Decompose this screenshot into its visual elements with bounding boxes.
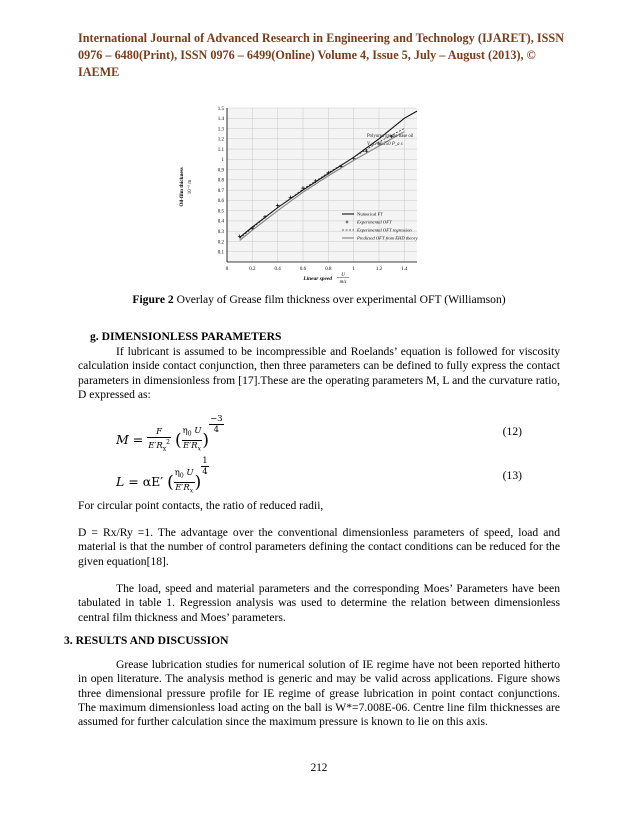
page-number: 212 (310, 762, 328, 774)
x-tick-label: 0.4 (274, 267, 281, 272)
figure-2 (170, 102, 462, 286)
equation-12: M = $\frac{F}{E'R_x^2}$ ( $\frac{\eta_0 U}{E'R_x}$ ) $\frac{-3}{4}$ (116, 414, 223, 453)
x-tick-label: 1.2 (375, 267, 383, 272)
section-3-para-1: Grease lubrication studies for numerical solution of IE regime have not been reported hitherto in open literature. The analysis method is generic and may be valid across applications. Figure shows three dimensional pressure profile for IE regime of grease lubrication in point contact conjunctions. The maximum dimensionless load acting on the ball is W*=7.008E-06. Centre line film thicknesses are assumed for further calculation since the maximum pressure is known to lie on this axis. (78, 658, 560, 729)
annotation-line-1: Polyurea grease base oil (367, 134, 414, 139)
x-axis-label: Linear speed (303, 276, 332, 282)
journal-header (78, 30, 564, 81)
x-tick-label: 0.8 (325, 267, 332, 272)
y-tick-label: 1 (221, 158, 224, 164)
x-tick-label: 1.4 (401, 267, 408, 272)
y-tick-label: 0.8 (217, 178, 224, 184)
legend-label: Numerical FT (357, 211, 383, 217)
y-tick-label: 1.1 (217, 147, 224, 153)
section-g-para-4: The load, speed and material parameters and the corresponding Moes’ Parameters have been tabulated in table 1. Regression analysis was used to determine the relation between dimensionless central film thickness and Moes’ parameters. (78, 582, 560, 624)
x-axis-unit-num: U (341, 273, 345, 278)
x-tick-label: 1 (352, 267, 355, 272)
legend-label: Experimental OFT (357, 219, 392, 225)
section-g-heading: g. DIMENSIONLESS PARAMETERS (90, 330, 282, 343)
y-tick-label: 1.5 (217, 106, 224, 112)
caption-text: Overlay of Grease film thickness over experimental OFT (Williamson) (173, 293, 506, 306)
y-tick-label: 0.4 (217, 219, 224, 225)
film-thickness-chart (170, 102, 462, 286)
y-tick-label: 0.9 (217, 168, 224, 174)
equation-13-number: (13) (502, 469, 522, 482)
legend-label: Predicted OFT from EHD theory (357, 235, 418, 241)
y-tick-label: 0.6 (217, 199, 224, 205)
y-tick-label: 0.5 (217, 209, 224, 215)
x-tick-label: 0.6 (299, 267, 307, 272)
section-g-para-2: For circular point contacts, the ratio of reduced radii, (78, 499, 324, 512)
y-axis-label: Oil-film thickness (179, 167, 185, 207)
figure-caption (0, 293, 638, 306)
x-tick-label: 0 (225, 267, 229, 272)
header-line-1: International Journal of Advanced Research in Engineering and Technology (IJARET), ISSN (78, 31, 564, 45)
y-tick-label: 0.2 (217, 240, 224, 246)
y-tick-label: 1.2 (217, 137, 224, 143)
x-axis-unit-den: m/s (339, 280, 347, 285)
equation-12-number: (12) (502, 425, 522, 438)
section-g-para-1: If lubricant is assumed to be incompressible and Roelands’ equation is followed for viscosity calculation inside contact conjunction, then three parameters can be defined to fully express the contact parameters in dimensionless from [17].These are the operating parameters M, L and the curvature ratio, D expressed as: (78, 345, 560, 401)
y-tick-label: 1.4 (217, 117, 224, 123)
caption-label: Figure 2 (132, 293, 174, 306)
y-tick-label: 0.1 (217, 250, 224, 256)
header-line-2: 0976 – 6480(Print), ISSN 0976 – 6499(Online) Volume 4, Issue 5, July – August (2013), © IAEME (78, 48, 536, 79)
equation-13: L = αE′ ( $\frac{\eta_0 U}{E'R_x}$ ) $\frac{1}{4}$ (116, 456, 208, 495)
section-3-heading: 3. RESULTS AND DISCUSSION (64, 634, 229, 647)
y-axis-unit: 10⁻⁶ m (188, 179, 193, 195)
annotation-line-2: V_s = 0.250 P_a s (367, 142, 403, 147)
section-g-para-3: D = Rx/Ry =1. The advantage over the conventional dimensionless parameters of speed, load and material is that the number of control parameters defining the contact conditions can be reduced for the given equation[18]. (78, 526, 560, 568)
y-tick-label: 0.3 (217, 230, 224, 235)
y-tick-label: 1.3 (217, 127, 224, 133)
legend-label: Experimental OFT regression (357, 227, 412, 233)
y-tick-label: 0.7 (217, 188, 224, 194)
x-tick-label: 0.2 (249, 267, 256, 272)
